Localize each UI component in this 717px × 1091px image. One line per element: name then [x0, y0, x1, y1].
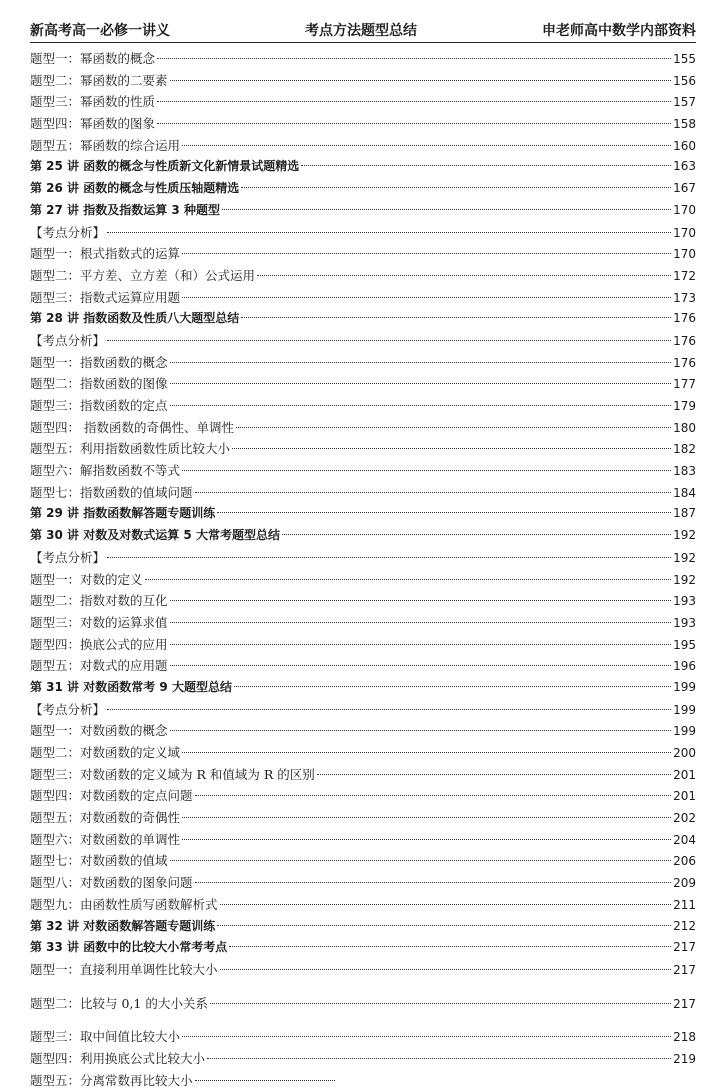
- dot-leader: [107, 557, 671, 558]
- toc-entry-title: 题型八：对数函数的图象问题: [30, 875, 193, 891]
- dot-leader: [182, 145, 671, 146]
- dot-leader: [157, 58, 671, 59]
- toc-page-number: 209: [673, 876, 696, 891]
- toc-item-row[interactable]: [30, 438, 696, 460]
- toc-item-row[interactable]: [30, 569, 696, 591]
- toc-item-row[interactable]: [30, 287, 696, 309]
- toc-lecture-row[interactable]: [30, 916, 696, 938]
- toc-entry-title: 题型一：指数函数的概念: [30, 354, 168, 370]
- toc-item-row[interactable]: [30, 352, 696, 374]
- dot-leader: [182, 470, 671, 471]
- toc-lecture-row[interactable]: [30, 937, 696, 959]
- toc-item-row[interactable]: [30, 48, 696, 70]
- toc-item-row[interactable]: [30, 764, 696, 786]
- toc-item-row[interactable]: [30, 70, 696, 92]
- toc-page-number: 156: [673, 73, 696, 88]
- toc-item-row[interactable]: [30, 373, 696, 395]
- dot-leader: [107, 340, 671, 341]
- toc-page-number: 193: [673, 594, 696, 609]
- dot-leader: [182, 253, 671, 254]
- toc-page-number: 160: [673, 138, 696, 153]
- toc-page-number: 201: [673, 767, 696, 782]
- toc-item-row[interactable]: [30, 417, 696, 439]
- dot-leader: [217, 925, 671, 926]
- toc-entry-title: 第 32 讲 对数函数解答题专题训练: [30, 918, 216, 933]
- header-book-title: 新高考高一必修一讲义: [30, 23, 170, 39]
- toc-page-number: 187: [673, 506, 696, 521]
- toc-item-row[interactable]: [30, 547, 696, 569]
- toc-entry-title: 题型四：幂函数的图象: [30, 116, 156, 132]
- toc-page-number: 173: [673, 290, 696, 305]
- dot-leader: [182, 817, 671, 818]
- dot-leader: [241, 317, 671, 318]
- dot-leader: [182, 297, 671, 298]
- toc-entry-title: 题型一：幂函数的概念: [30, 51, 156, 66]
- page-header: [30, 22, 696, 43]
- dot-leader: [170, 622, 672, 623]
- toc-entry-title: 【考点分析】: [30, 332, 106, 348]
- toc-entry-title: 题型二：幂函数的二要素: [30, 72, 168, 88]
- toc-page-number: 184: [673, 485, 696, 500]
- dot-leader: [195, 1080, 335, 1081]
- toc-entry-title: 题型四：对数函数的定点问题: [30, 788, 193, 804]
- toc-item-row[interactable]: [30, 395, 696, 417]
- toc-page-number: 192: [673, 572, 696, 587]
- toc-page-number: 176: [673, 355, 696, 370]
- toc-page-number: 155: [673, 52, 696, 66]
- toc-page-number: 195: [673, 637, 696, 652]
- toc-page-number: 199: [673, 724, 696, 739]
- dot-leader: [317, 774, 671, 775]
- toc-item-row[interactable]: [30, 655, 696, 677]
- toc-page-number: 182: [673, 442, 696, 457]
- toc-entry-title: 题型六：对数函数的单调性: [30, 831, 181, 847]
- dot-leader: [195, 795, 672, 796]
- toc-page-number: 192: [673, 550, 696, 565]
- toc-entry-title: 题型九：由函数性质写函数解析式: [30, 896, 218, 912]
- toc-item-row[interactable]: [30, 829, 696, 851]
- dot-leader: [182, 839, 671, 840]
- toc-page-number: 170: [673, 202, 696, 217]
- toc-page-number: 212: [673, 918, 696, 933]
- toc-entry-title: 题型四： 指数函数的奇偶性、单调性: [30, 419, 234, 435]
- dot-leader: [157, 101, 671, 102]
- dot-leader: [217, 512, 671, 513]
- toc-item-row[interactable]: [30, 742, 696, 764]
- dot-leader: [107, 709, 671, 710]
- toc-item-row[interactable]: [30, 612, 696, 634]
- dot-leader: [170, 860, 672, 861]
- toc-entry-title: 题型一：直接利用单调性比较大小: [30, 961, 218, 977]
- toc-page-number: 200: [673, 746, 696, 760]
- toc-page-number: 206: [673, 854, 696, 869]
- toc-entry-title: 第 26 讲 函数的概念与性质压轴题精选: [30, 181, 240, 196]
- toc-entry-title: 第 27 讲 指数及指数运算 3 种题型: [30, 202, 220, 217]
- dot-leader: [170, 80, 672, 81]
- header-section-title: 考点方法题型总结: [305, 23, 417, 39]
- toc-entry-title: 题型五：幂函数的综合运用: [30, 137, 181, 153]
- toc-page-number: 176: [673, 311, 696, 326]
- dot-leader: [170, 600, 672, 601]
- toc-page-number: 218: [673, 1030, 696, 1045]
- toc-entry-title: 题型二：平方差、立方差（和）公式运用: [30, 267, 256, 283]
- dot-leader: [241, 187, 671, 188]
- toc-lecture-row[interactable]: [30, 200, 696, 222]
- toc-item-row[interactable]: [30, 460, 696, 482]
- toc-entry-title: 题型二：对数函数的定义域: [30, 745, 181, 760]
- toc-item-row[interactable]: [30, 807, 696, 829]
- toc-item-row[interactable]: [30, 135, 696, 157]
- dot-leader: [182, 1036, 671, 1037]
- toc-page-number: 193: [673, 615, 696, 630]
- dot-leader: [257, 275, 671, 276]
- toc-item-row[interactable]: [30, 113, 696, 135]
- toc-entry-title: 第 28 讲 指数函数及性质八大题型总结: [30, 311, 240, 326]
- toc-entry-title: 第 33 讲 函数中的比较大小常考考点: [30, 940, 228, 955]
- toc-entry-title: 题型二：指数函数的图像: [30, 376, 168, 392]
- dot-leader: [170, 362, 672, 363]
- toc-entry-title: 【考点分析】: [30, 701, 106, 717]
- toc-entry-title: 【考点分析】: [30, 224, 106, 240]
- dot-leader: [170, 383, 672, 384]
- toc-page-number: 192: [673, 528, 696, 543]
- dot-leader: [157, 123, 671, 124]
- toc-entry-title: 题型三：对数的运算求值: [30, 614, 168, 630]
- dot-leader: [195, 882, 672, 883]
- dot-leader: [236, 427, 671, 428]
- toc-entry-title: 题型二：比较与 0,1 的大小关系: [30, 995, 208, 1011]
- dot-leader: [220, 904, 672, 905]
- toc-page-number: 219: [673, 1051, 696, 1066]
- toc-entry-title: 题型七：指数函数的值域问题: [30, 484, 193, 500]
- toc-page-number: 196: [673, 659, 696, 674]
- toc-item-row[interactable]: [30, 959, 696, 981]
- toc-entry-title: 题型三：取中间值比较大小: [30, 1029, 181, 1045]
- dot-leader: [232, 448, 671, 449]
- toc-entry-title: 题型五：分离常数再比较大小: [30, 1072, 193, 1088]
- toc-page-number: 176: [673, 333, 696, 348]
- toc-entry-title: 题型五：对数式的应用题: [30, 658, 168, 674]
- toc-entry-title: 题型五：利用指数函数性质比较大小: [30, 441, 231, 457]
- toc-lecture-row[interactable]: [30, 677, 696, 699]
- toc-entry-title: 题型一：对数的定义: [30, 571, 143, 587]
- toc-entry-title: 题型三：指数式运算应用题: [30, 289, 181, 305]
- dot-leader: [182, 752, 671, 753]
- toc-item-row[interactable]: [30, 1070, 696, 1091]
- toc-entry-title: 第 25 讲 函数的概念与性质新文化新情景试题精选: [30, 159, 300, 174]
- toc-page-number: 183: [673, 464, 696, 479]
- toc-entry-title: 题型三：指数函数的定点: [30, 398, 168, 413]
- toc-entry-title: 题型三：幂函数的性质: [30, 94, 156, 110]
- dot-leader: [207, 1058, 671, 1059]
- dot-leader: [222, 209, 671, 210]
- toc-item-row[interactable]: [30, 720, 696, 742]
- toc-item-row[interactable]: [30, 243, 696, 265]
- toc-item-row[interactable]: [30, 1048, 696, 1070]
- toc-item-row[interactable]: [30, 785, 696, 807]
- dot-leader: [170, 730, 672, 731]
- toc-entry-title: 题型二：指数对数的互化: [30, 593, 168, 609]
- toc-page-number: 217: [673, 940, 696, 955]
- toc-item-row[interactable]: [30, 222, 696, 244]
- toc-item-row[interactable]: [30, 894, 696, 916]
- toc-page-number: 179: [673, 399, 696, 413]
- table-of-contents: [30, 48, 696, 1091]
- toc-entry-title: 第 31 讲 对数函数常考 9 大题型总结: [30, 679, 232, 694]
- toc-page-number: 211: [673, 897, 696, 912]
- toc-entry-title: 题型三：对数函数的定义域为 R 和值域为 R 的区别: [30, 766, 315, 782]
- toc-entry-title: 题型六：解指数函数不等式: [30, 463, 181, 479]
- toc-page-number: 167: [673, 181, 696, 196]
- toc-page-number: 177: [673, 377, 696, 392]
- dot-leader: [234, 686, 671, 687]
- toc-item-row[interactable]: [30, 482, 696, 504]
- dot-leader: [220, 969, 672, 970]
- dot-leader: [145, 579, 672, 580]
- dot-leader: [301, 165, 671, 166]
- dot-leader: [282, 534, 671, 535]
- toc-page-number: 201: [673, 789, 696, 804]
- toc-item-row[interactable]: [30, 330, 696, 352]
- header-author: 申老师高中数学内部资料: [542, 23, 696, 39]
- toc-item-row[interactable]: [30, 872, 696, 894]
- toc-item-row[interactable]: [30, 590, 696, 612]
- toc-page-number: 170: [673, 225, 696, 240]
- toc-page-number: 199: [673, 702, 696, 717]
- toc-entry-title: 题型四：利用换底公式比较大小: [30, 1050, 206, 1066]
- dot-leader: [107, 232, 671, 233]
- toc-item-row[interactable]: [30, 91, 696, 113]
- dot-leader: [170, 665, 672, 666]
- toc-page-number: 204: [673, 832, 696, 847]
- toc-item-row[interactable]: [30, 1026, 696, 1048]
- toc-page-number: 172: [673, 268, 696, 283]
- toc-page-number: 180: [673, 420, 696, 435]
- toc-page-number: 157: [673, 95, 696, 110]
- toc-lecture-row[interactable]: [30, 503, 696, 525]
- toc-lecture-row[interactable]: [30, 156, 696, 178]
- toc-page-number: 217: [673, 996, 696, 1011]
- toc-item-row[interactable]: [30, 850, 696, 872]
- toc-page-number: 199: [673, 679, 696, 694]
- toc-lecture-row[interactable]: [30, 525, 696, 547]
- dot-leader: [170, 644, 672, 645]
- dot-leader: [210, 1003, 671, 1004]
- dot-leader: [195, 492, 672, 493]
- toc-entry-title: 题型一：根式指数式的运算: [30, 246, 181, 262]
- toc-page-number: 170: [673, 247, 696, 262]
- toc-item-row[interactable]: [30, 993, 696, 1015]
- toc-entry-title: 题型一：对数函数的概念: [30, 723, 168, 739]
- toc-entry-title: 第 30 讲 对数及对数式运算 5 大常考题型总结: [30, 528, 280, 543]
- dot-leader: [229, 946, 671, 947]
- toc-item-row[interactable]: [30, 265, 696, 287]
- toc-lecture-row[interactable]: [30, 308, 696, 330]
- toc-entry-title: 第 29 讲 指数函数解答题专题训练: [30, 506, 216, 521]
- dot-leader: [170, 405, 672, 406]
- toc-item-row[interactable]: [30, 634, 696, 656]
- toc-entry-title: 题型七：对数函数的值域: [30, 853, 168, 869]
- toc-page-number: 158: [673, 117, 696, 132]
- toc-entry-title: 题型四：换底公式的应用: [30, 636, 168, 652]
- toc-entry-title: 【考点分析】: [30, 549, 106, 565]
- toc-entry-title: 题型五：对数函数的奇偶性: [30, 810, 181, 826]
- toc-page-number: 163: [673, 159, 696, 174]
- toc-item-row[interactable]: [30, 699, 696, 721]
- toc-page-number: 217: [673, 962, 696, 977]
- toc-page-number: 202: [673, 811, 696, 826]
- toc-lecture-row[interactable]: [30, 178, 696, 200]
